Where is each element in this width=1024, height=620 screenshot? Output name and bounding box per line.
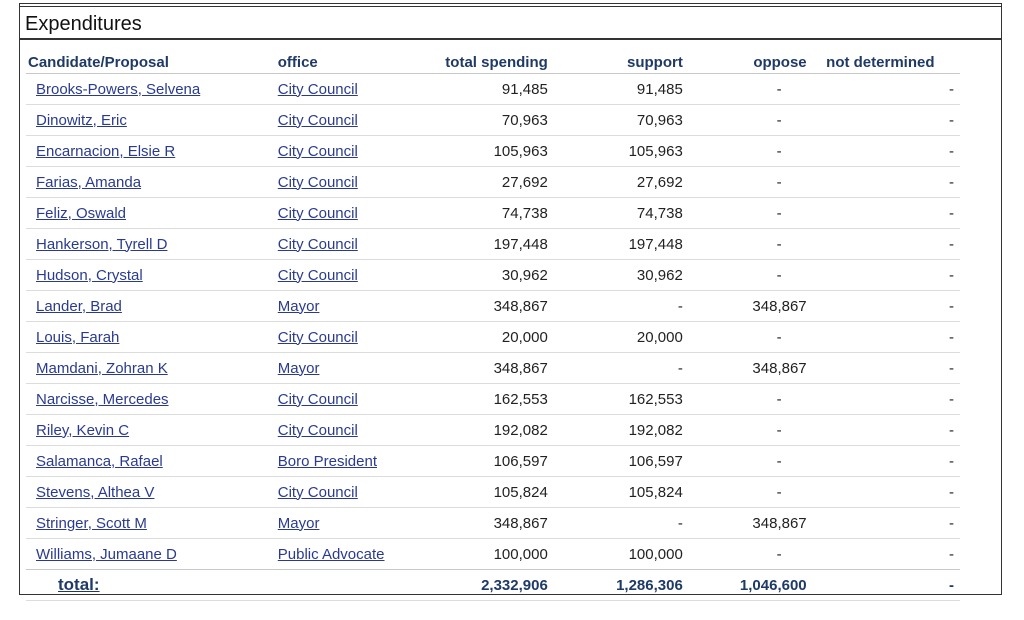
office-link[interactable]: City Council [277,204,358,222]
oppose-cell [683,322,807,353]
total-spending-cell [416,105,548,136]
table-row [26,105,960,136]
candidate-cell [26,198,278,229]
office-link[interactable]: Boro President [277,452,377,470]
total-spending-value: 100,000 [493,545,548,563]
candidate-cell [26,74,278,105]
candidate-cell [26,415,278,446]
support-cell [548,539,683,570]
candidate-link[interactable]: Dinowitz, Eric [36,111,127,129]
oppose-value: - [776,142,782,160]
office-cell [278,508,416,539]
office-link[interactable]: City Council [277,235,358,253]
total-spending-cell [416,446,548,477]
oppose-value: - [776,204,782,222]
oppose-value: - [776,390,782,408]
panel-title: Expenditures [20,6,1001,40]
candidate-cell [26,167,278,198]
support-value: 74,738 [636,204,683,222]
total-spending-value: 27,692 [501,173,548,191]
header-row [26,44,960,74]
total-spending-cell [416,322,548,353]
candidate-cell [26,384,278,415]
office-cell [278,105,416,136]
not-determined-cell [807,260,960,291]
oppose-value: 348,867 [752,514,807,532]
support-value: 162,553 [628,390,683,408]
support-value: 192,082 [628,421,683,439]
office-link[interactable]: Mayor [277,514,320,532]
table-row [26,477,960,508]
not-determined-value: - [949,297,954,315]
office-cell [278,353,416,384]
total-spending-value: 91,485 [501,80,548,98]
candidate-link[interactable]: Louis, Farah [36,328,120,346]
candidate-cell [26,291,278,322]
support-value: - [677,359,683,377]
oppose-value: - [776,80,782,98]
table-row [26,198,960,229]
candidate-cell [26,322,278,353]
support-cell [548,167,683,198]
candidate-link[interactable]: Lander, Brad [36,297,122,315]
office-cell [278,477,416,508]
total-spending-value: 348,867 [493,514,548,532]
support-value: - [677,297,683,315]
totals-not-determined: - [807,570,960,601]
not-determined-cell [807,229,960,260]
not-determined-value: - [949,204,954,222]
total-spending-cell [416,477,548,508]
total-spending-value: 30,962 [501,266,548,284]
total-spending-cell [416,539,548,570]
candidate-link[interactable]: Stringer, Scott M [36,514,147,532]
not-determined-value: - [949,359,954,377]
support-cell [548,415,683,446]
not-determined-cell [807,353,960,384]
support-cell [548,260,683,291]
support-cell [548,291,683,322]
total-spending-value: 105,824 [493,483,548,501]
candidate-cell [26,539,278,570]
support-value: 30,962 [636,266,683,284]
oppose-value: 348,867 [752,359,807,377]
oppose-value: - [776,421,782,439]
support-cell [548,229,683,260]
candidate-link[interactable]: Hudson, Crystal [36,266,143,284]
office-cell [278,167,416,198]
support-value: 106,597 [628,452,683,470]
support-value: 105,963 [628,142,683,160]
oppose-value: - [776,173,782,191]
support-value: 100,000 [628,545,683,563]
support-cell [548,105,683,136]
not-determined-value: - [949,111,954,129]
office-cell [278,74,416,105]
totals-office-cell [278,570,416,601]
oppose-value: - [776,483,782,501]
support-cell [548,384,683,415]
total-spending-value: 106,597 [493,452,548,470]
oppose-cell [683,198,807,229]
candidate-cell [26,477,278,508]
support-cell [548,508,683,539]
total-spending-cell [416,229,548,260]
candidate-cell [26,353,278,384]
office-link[interactable]: City Council [277,483,358,501]
totals-total-spending: 2,332,906 [416,570,548,601]
not-determined-cell [807,446,960,477]
not-determined-value: - [949,545,954,563]
office-link[interactable]: City Council [277,173,358,191]
office-cell [278,136,416,167]
table-row [26,74,960,105]
office-link[interactable]: City Council [277,142,358,160]
support-cell [548,446,683,477]
not-determined-value: - [949,390,954,408]
col-header-total-spending[interactable]: total spending [416,44,548,74]
not-determined-value: - [949,483,954,501]
not-determined-cell [807,136,960,167]
totals-oppose: 1,046,600 [683,570,807,601]
oppose-value: - [776,328,782,346]
table-row [26,322,960,353]
office-cell [278,384,416,415]
candidate-link[interactable]: Williams, Jumaane D [36,545,177,563]
oppose-cell [683,105,807,136]
oppose-value: - [776,111,782,129]
office-link[interactable]: Mayor [277,359,320,377]
oppose-cell [683,384,807,415]
support-cell [548,198,683,229]
candidate-cell [26,508,278,539]
support-value: 70,963 [636,111,683,129]
office-cell [278,415,416,446]
candidate-cell [26,260,278,291]
support-value: 197,448 [628,235,683,253]
not-determined-value: - [949,173,954,191]
not-determined-value: - [949,452,954,470]
not-determined-value: - [949,142,954,160]
total-spending-value: 105,963 [493,142,548,160]
total-spending-cell [416,353,548,384]
not-determined-value: - [949,421,954,439]
not-determined-cell [807,198,960,229]
totals-support: 1,286,306 [548,570,683,601]
oppose-cell [683,74,807,105]
candidate-cell [26,446,278,477]
office-link[interactable]: City Council [277,421,358,439]
oppose-value: - [776,266,782,284]
expenditures-table [26,44,960,601]
oppose-cell [683,446,807,477]
candidate-cell [26,229,278,260]
not-determined-value: - [949,80,954,98]
candidate-link[interactable]: Brooks-Powers, Selvena [36,80,201,98]
candidate-link[interactable]: Hankerson, Tyrell D [36,235,168,253]
office-link[interactable]: City Council [277,266,358,284]
support-value: 105,824 [628,483,683,501]
office-cell [278,446,416,477]
office-link[interactable]: City Council [277,80,358,98]
office-link[interactable]: City Council [277,111,358,129]
oppose-cell [683,260,807,291]
total-spending-cell [416,167,548,198]
support-value: 91,485 [636,80,683,98]
candidate-cell [26,136,278,167]
table-row [26,167,960,198]
oppose-cell [683,167,807,198]
office-link[interactable]: Public Advocate [277,545,385,563]
not-determined-cell [807,322,960,353]
total-spending-cell [416,415,548,446]
total-spending-value: 20,000 [501,328,548,346]
col-header-support[interactable]: support [548,44,683,74]
office-link[interactable]: City Council [277,390,358,408]
support-value: - [677,514,683,532]
table-row [26,291,960,322]
office-cell [278,198,416,229]
office-cell [278,291,416,322]
not-determined-cell [807,291,960,322]
total-spending-cell [416,74,548,105]
oppose-cell [683,229,807,260]
not-determined-value: - [949,328,954,346]
table-row [26,415,960,446]
not-determined-cell [807,539,960,570]
table-row [26,136,960,167]
table-row [26,539,960,570]
oppose-value: - [776,452,782,470]
not-determined-value: - [949,235,954,253]
candidate-cell [26,105,278,136]
total-spending-value: 197,448 [493,235,548,253]
candidate-link[interactable]: Riley, Kevin C [36,421,130,439]
total-spending-value: 348,867 [493,359,548,377]
support-value: 27,692 [636,173,683,191]
oppose-cell [683,353,807,384]
office-link[interactable]: City Council [277,328,358,346]
candidate-link[interactable]: Encarnacion, Elsie R [36,142,176,160]
candidate-link[interactable]: Stevens, Althea V [36,483,155,501]
candidate-link[interactable]: Salamanca, Rafael [36,452,163,470]
office-cell [278,322,416,353]
totals-cell [26,570,278,601]
support-cell [548,136,683,167]
col-header-candidate[interactable]: Candidate/Proposal [26,44,278,74]
total-spending-value: 162,553 [493,390,548,408]
totals-row [26,570,960,601]
not-determined-cell [807,415,960,446]
oppose-cell [683,415,807,446]
total-spending-cell [416,384,548,415]
oppose-value: 348,867 [752,297,807,315]
oppose-cell [683,291,807,322]
not-determined-value: - [949,514,954,532]
table-row [26,229,960,260]
office-cell [278,229,416,260]
oppose-cell [683,539,807,570]
office-cell [278,539,416,570]
total-spending-value: 192,082 [493,421,548,439]
candidate-link[interactable]: Feliz, Oswald [36,204,127,222]
total-spending-cell [416,508,548,539]
col-header-not-determined[interactable]: not determined [807,44,960,74]
total-spending-cell [416,136,548,167]
not-determined-cell [807,508,960,539]
col-header-oppose[interactable]: oppose [683,44,807,74]
total-spending-cell [416,260,548,291]
support-cell [548,477,683,508]
totals-label: total: [58,575,100,594]
candidate-link[interactable]: Narcisse, Mercedes [36,390,169,408]
total-spending-value: 70,963 [501,111,548,129]
not-determined-value: - [949,266,954,284]
not-determined-cell [807,74,960,105]
office-cell [278,260,416,291]
not-determined-cell [807,167,960,198]
expenditures-panel [19,3,1002,595]
office-link[interactable]: Mayor [277,297,320,315]
table-row [26,353,960,384]
total-spending-cell [416,291,548,322]
table-row [26,260,960,291]
not-determined-cell [807,105,960,136]
table-row [26,384,960,415]
candidate-link[interactable]: Mamdani, Zohran K [36,359,168,377]
support-cell [548,353,683,384]
not-determined-cell [807,477,960,508]
table-row [26,446,960,477]
oppose-cell [683,508,807,539]
support-cell [548,322,683,353]
oppose-value: - [776,235,782,253]
total-spending-value: 348,867 [493,297,548,315]
total-spending-cell [416,198,548,229]
col-header-office[interactable]: office [278,44,416,74]
support-value: 20,000 [636,328,683,346]
oppose-value: - [776,545,782,563]
support-cell [548,74,683,105]
oppose-cell [683,477,807,508]
not-determined-cell [807,384,960,415]
total-spending-value: 74,738 [501,204,548,222]
oppose-cell [683,136,807,167]
table-row [26,508,960,539]
candidate-link[interactable]: Farias, Amanda [36,173,142,191]
